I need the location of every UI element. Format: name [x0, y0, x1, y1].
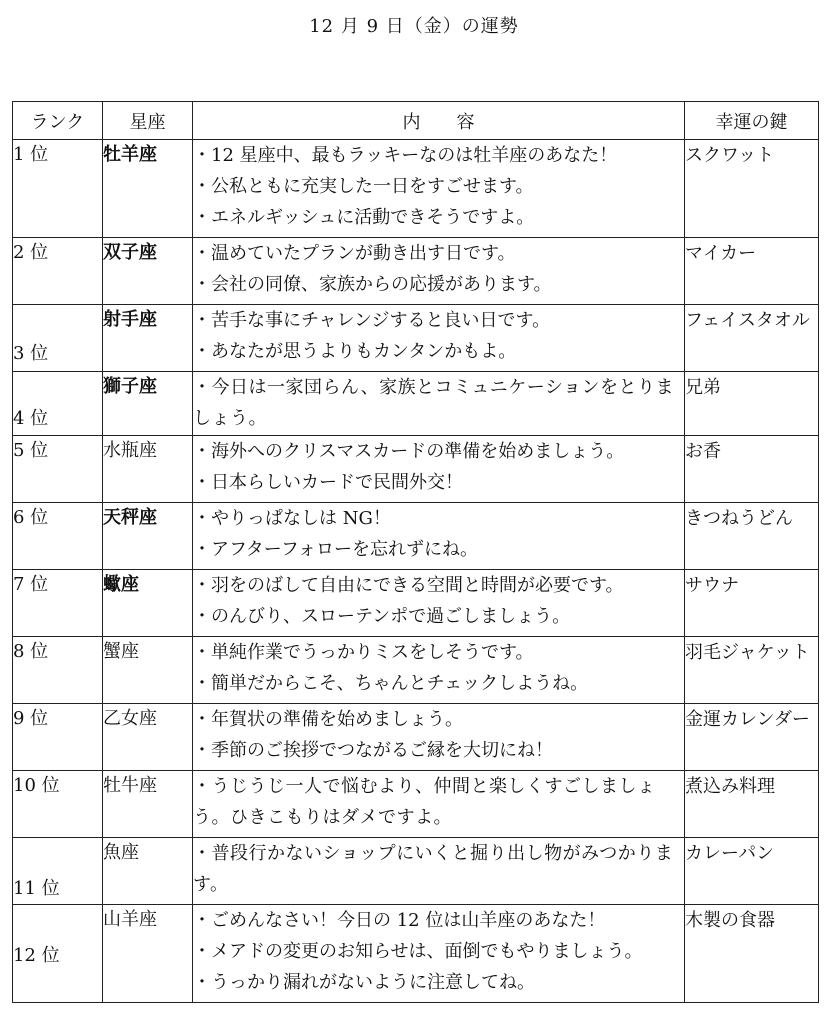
content-line: ・苦手な事にチャレンジすると良い日です。 [193, 310, 551, 331]
content-line: ・普段行かないショップにいくと掘り出し物がみつかります。 [193, 843, 674, 895]
content-cell [193, 503, 685, 570]
content-cell [193, 238, 685, 305]
key-cell: お香 [685, 436, 819, 503]
table-row [13, 238, 819, 305]
sign-cell: 魚座 [103, 838, 193, 905]
content-line: ・あなたが思うよりもカンタンかもよ。 [193, 341, 517, 362]
content-line: ・やりっぱなしは NG！ [193, 508, 391, 529]
table-row [13, 771, 819, 838]
content-cell [193, 570, 685, 637]
content-line: ・海外へのクリスマスカードの準備を始めましょう。 [193, 441, 625, 462]
table-row [13, 838, 819, 905]
rank-cell: 10 位 [13, 771, 103, 838]
table-row [13, 704, 819, 771]
content-line: ・羽をのばして自由にできる空間と時間が必要です。 [193, 575, 624, 596]
rank-cell: 1 位 [13, 140, 103, 238]
fortune-table [12, 101, 819, 1003]
key-cell: スクワット [685, 140, 819, 238]
content-line: ・エネルギッシュに活動できそうですよ。 [193, 207, 535, 228]
sign-cell: 水瓶座 [103, 436, 193, 503]
rank-cell: 8 位 [13, 637, 103, 704]
table-row [13, 905, 819, 1003]
table-row [13, 570, 819, 637]
sign-cell: 蠍座 [103, 570, 193, 637]
table-row [13, 140, 819, 238]
content-cell [193, 704, 685, 771]
sign-cell: 山羊座 [103, 905, 193, 1003]
key-cell: サウナ [685, 570, 819, 637]
content-line: ・うじうじ一人で悩むより、仲間と楽しくすごしましょう。ひきこもりはダメですよ。 [193, 776, 656, 828]
header-row [13, 102, 819, 140]
content-line: ・ごめんなさい！今日の 12 位は山羊座のあなた！ [193, 910, 606, 931]
content-cell [193, 771, 685, 838]
page-title: 12 月 9 日（金）の運勢 [309, 16, 519, 37]
content-line: ・メアドの変更のお知らせは、面倒でもやりましょう。 [193, 941, 643, 962]
rank-cell: 4 位 [13, 372, 103, 436]
content-line: ・公私ともに充実した一日をすごせます。 [193, 176, 534, 197]
content-line: ・簡単だからこそ、ちゃんとチェックしようね。 [193, 673, 589, 694]
sign-cell: 天秤座 [103, 503, 193, 570]
key-cell: 羽毛ジャケット [685, 637, 819, 704]
table-row [13, 436, 819, 503]
header-content: 内 容 [193, 102, 685, 140]
key-cell: きつねうどん [685, 503, 819, 570]
key-cell: フェイスタオル [685, 305, 819, 372]
rank-cell: 9 位 [13, 704, 103, 771]
content-line: ・単純作業でうっかりミスをしそうです。 [193, 642, 534, 663]
content-cell [193, 905, 685, 1003]
key-cell: 兄弟 [685, 372, 819, 436]
content-cell [193, 372, 685, 436]
content-line: ・会社の同僚、家族からの応援があります。 [193, 274, 552, 295]
content-cell [193, 140, 685, 238]
rank-cell: 11 位 [13, 838, 103, 905]
sign-cell: 蟹座 [103, 637, 193, 704]
key-cell: 煮込み料理 [685, 771, 819, 838]
rank-cell: 6 位 [13, 503, 103, 570]
content-cell [193, 637, 685, 704]
content-line: ・のんびり、スローテンポで過ごしましょう。 [193, 606, 571, 627]
key-cell: マイカー [685, 238, 819, 305]
content-line: ・うっかり漏れがないように注意してね。 [193, 972, 535, 993]
rank-cell: 5 位 [13, 436, 103, 503]
header-key: 幸運の鍵 [685, 102, 819, 140]
content-line: ・今日は一家団らん、家族とコミュニケーションをとりましょう。 [193, 377, 674, 429]
sign-cell: 牡牛座 [103, 771, 193, 838]
sign-cell: 獅子座 [103, 372, 193, 436]
content-line: ・12 星座中、最もラッキーなのは牡羊座のあなた！ [193, 145, 618, 166]
table-row [13, 305, 819, 372]
key-cell: 金運カレンダー [685, 704, 819, 771]
content-cell [193, 838, 685, 905]
header-rank: ランク [13, 102, 103, 140]
content-line: ・年賀状の準備を始めましょう。 [193, 709, 463, 730]
content-line: ・季節のご挨拶でつながるご縁を大切にね！ [193, 740, 553, 761]
table-row [13, 372, 819, 436]
content-line: ・アフターフォローを忘れずにね。 [193, 539, 478, 560]
key-cell: カレーパン [685, 838, 819, 905]
rank-cell: 7 位 [13, 570, 103, 637]
rank-cell: 12 位 [13, 905, 103, 1003]
content-cell [193, 305, 685, 372]
sign-cell: 牡羊座 [103, 140, 193, 238]
content-line: ・温めていたプランが動き出す日です。 [193, 243, 516, 264]
header-sign: 星座 [103, 102, 193, 140]
rank-cell: 2 位 [13, 238, 103, 305]
rank-cell: 3 位 [13, 305, 103, 372]
sign-cell: 射手座 [103, 305, 193, 372]
table-row [13, 637, 819, 704]
key-cell: 木製の食器 [685, 905, 819, 1003]
content-cell [193, 436, 685, 503]
sign-cell: 乙女座 [103, 704, 193, 771]
sign-cell: 双子座 [103, 238, 193, 305]
content-line: ・日本らしいカードで民間外交！ [193, 472, 463, 493]
table-row [13, 503, 819, 570]
